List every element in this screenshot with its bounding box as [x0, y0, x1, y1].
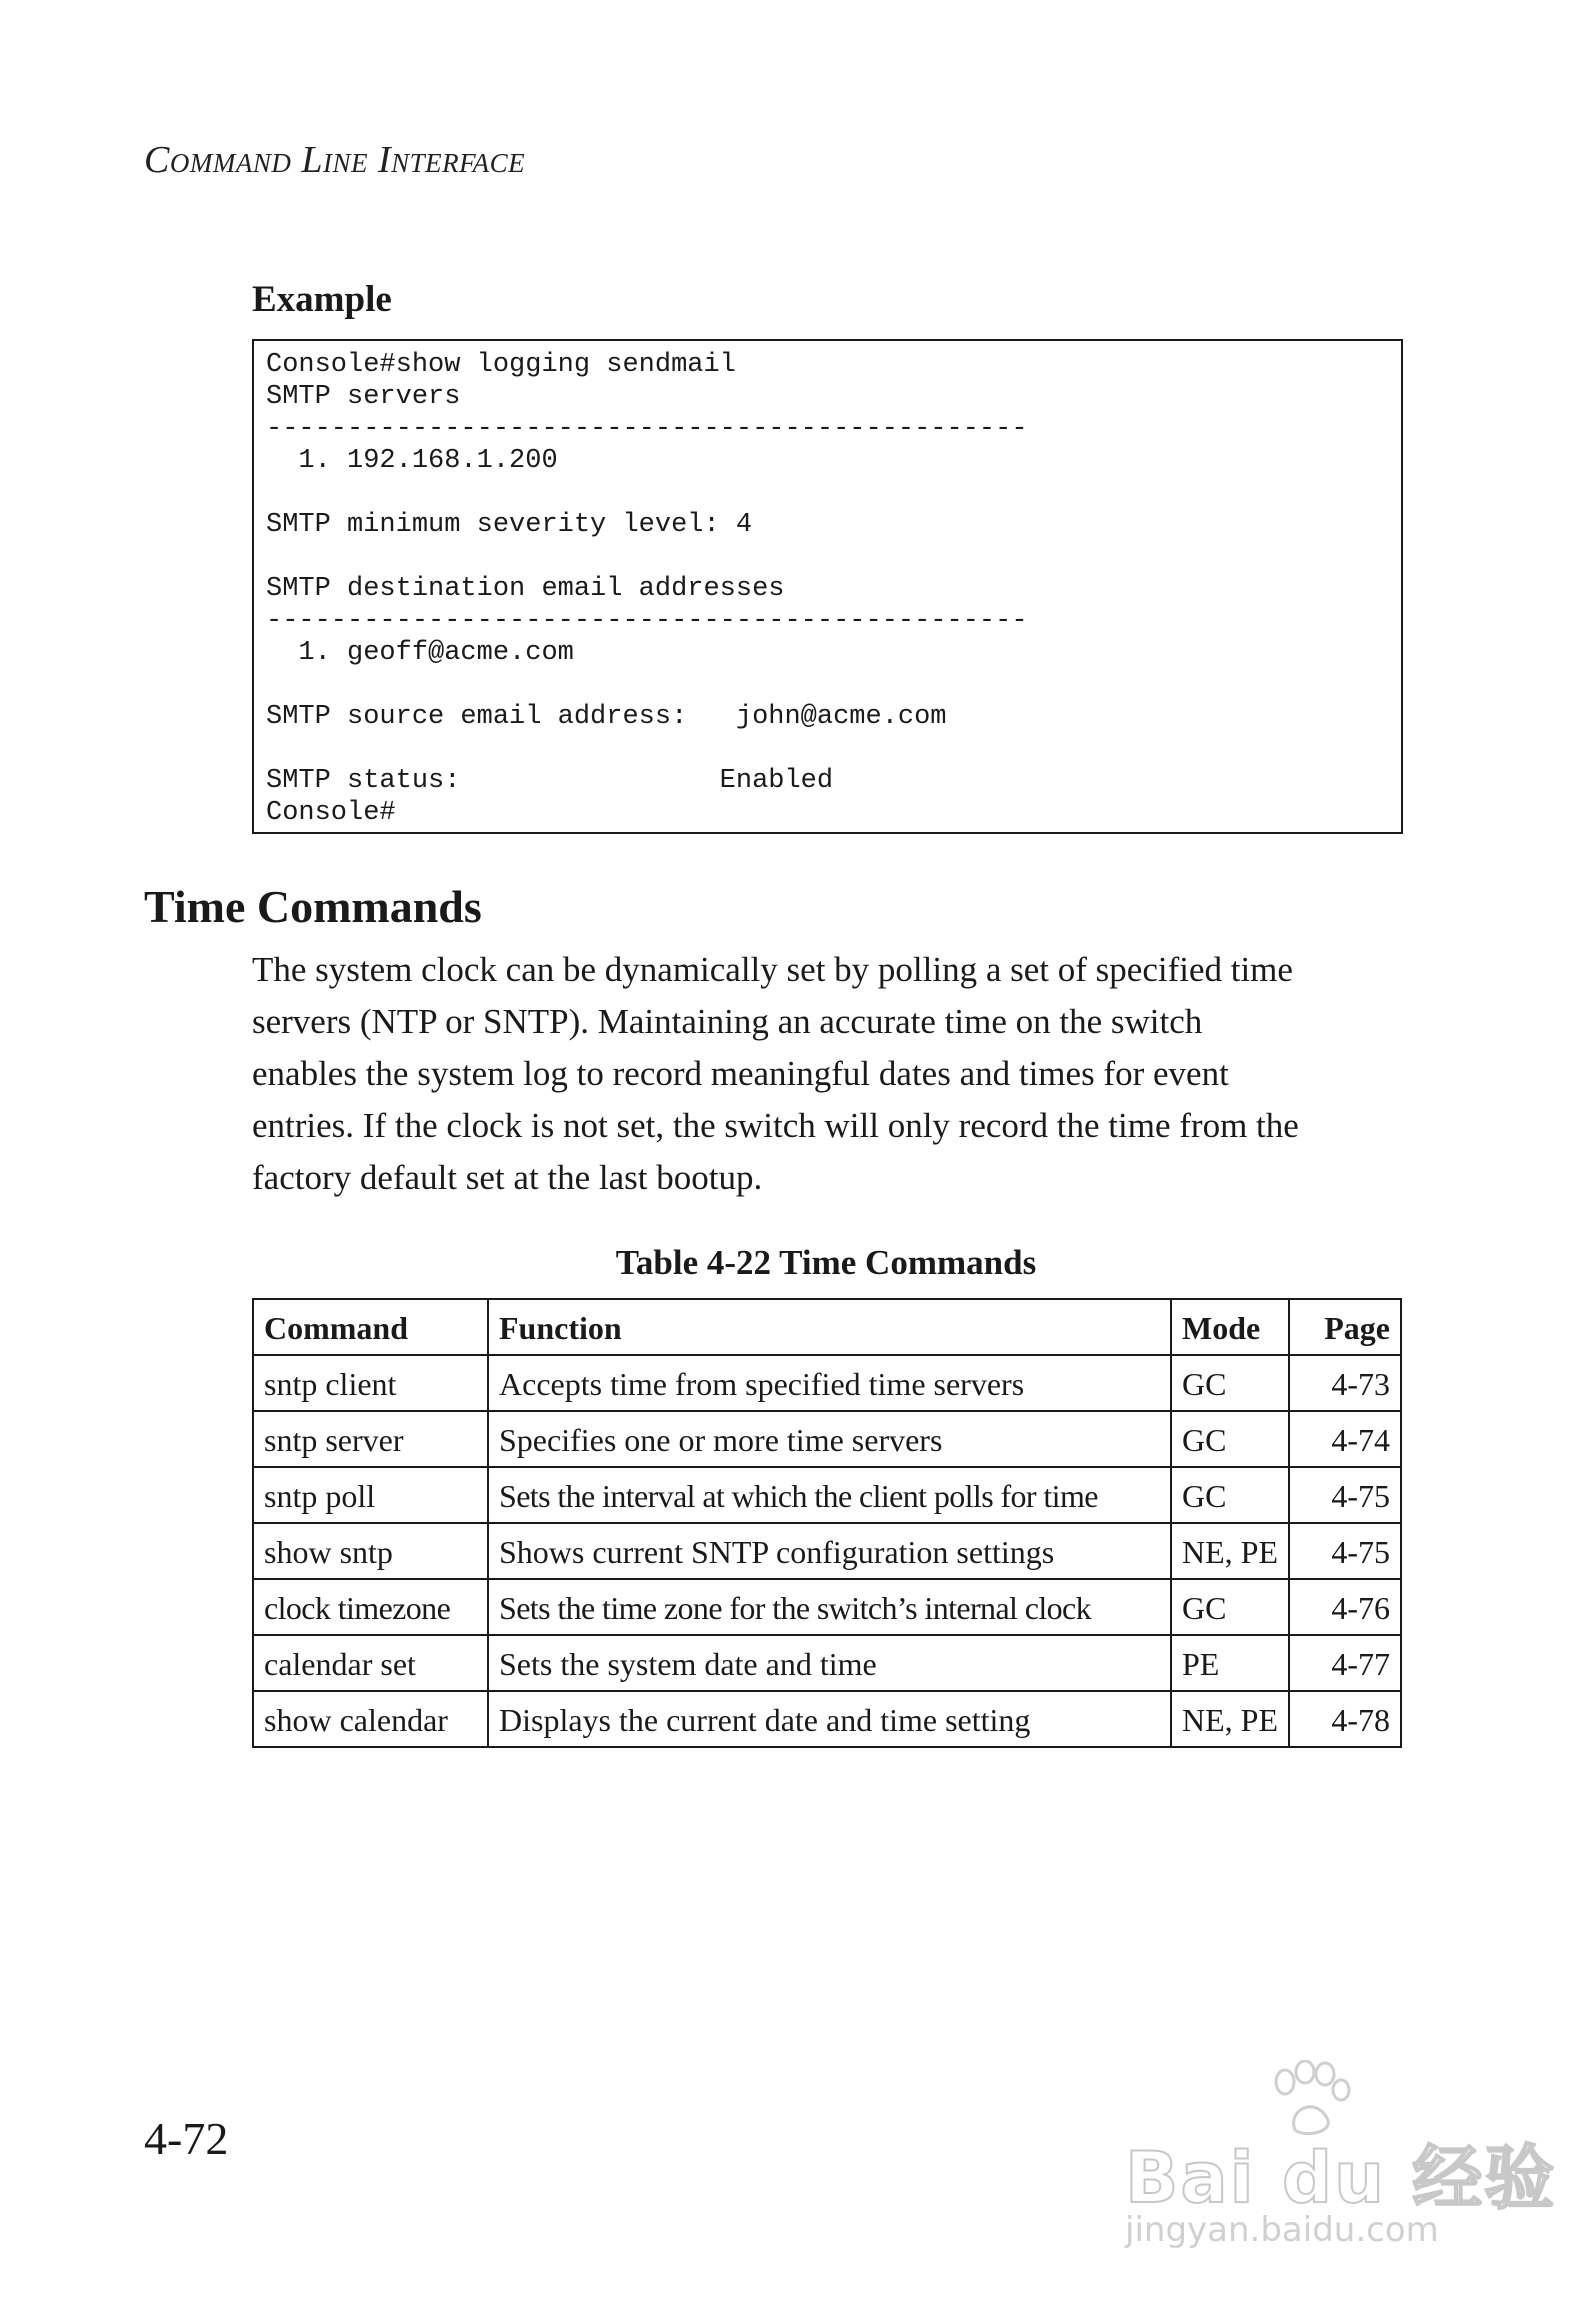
code-line: SMTP servers — [266, 382, 461, 412]
cell-page: 4-74 — [1289, 1411, 1401, 1467]
header-command: Command — [253, 1299, 488, 1355]
cell-page: 4-78 — [1289, 1691, 1401, 1747]
header-mode: Mode — [1171, 1299, 1289, 1355]
code-line — [266, 477, 1401, 509]
code-line: SMTP destination email addresses — [266, 574, 785, 604]
cell-function: Sets the system date and time — [488, 1635, 1171, 1691]
cell-page: 4-76 — [1289, 1579, 1401, 1635]
cell-page: 4-75 — [1289, 1523, 1401, 1579]
cell-function: Sets the time zone for the switch’s internal clock — [488, 1579, 1171, 1635]
code-line: ----------------------------------------------- — [266, 606, 1028, 636]
code-line: Console# — [266, 798, 396, 828]
code-line: 1. geoff@acme.com — [266, 638, 574, 668]
table-row — [253, 1523, 1401, 1579]
paragraph-line: entries. If the clock is not set, the switch will only record the time from the — [252, 1106, 1299, 1145]
watermark-brand: Bai du 经验 — [1125, 2137, 1557, 2219]
cell-command: sntp poll — [253, 1467, 488, 1523]
cell-mode: NE, PE — [1171, 1523, 1289, 1579]
table-row — [253, 1411, 1401, 1467]
baidu-watermark — [1115, 2060, 1557, 2260]
cell-mode: GC — [1171, 1579, 1289, 1635]
code-line — [266, 541, 1401, 573]
cell-command: sntp client — [253, 1355, 488, 1411]
code-line: 1. 192.168.1.200 — [266, 446, 558, 476]
cell-mode: GC — [1171, 1355, 1289, 1411]
cell-function: Sets the interval at which the client polls for time — [488, 1467, 1171, 1523]
code-line: SMTP status: Enabled — [266, 766, 834, 796]
cell-command: clock timezone — [253, 1579, 488, 1635]
cell-function: Shows current SNTP configuration settings — [488, 1523, 1171, 1579]
table-row — [253, 1635, 1401, 1691]
code-line: SMTP source email address: john@acme.com — [266, 702, 947, 732]
table-caption: Table 4-22 Time Commands — [615, 1243, 1037, 1282]
code-line: Console#show logging sendmail — [266, 350, 736, 380]
time-commands-table — [252, 1298, 1402, 1748]
code-line — [266, 733, 1401, 765]
header-function: Function — [488, 1299, 1171, 1355]
paragraph-line: factory default set at the last bootup. — [252, 1158, 763, 1197]
page-number: 4-72 — [144, 2113, 229, 2164]
code-example-box — [252, 339, 1403, 834]
cell-mode: PE — [1171, 1635, 1289, 1691]
cell-mode: GC — [1171, 1411, 1289, 1467]
cell-command: show calendar — [253, 1691, 488, 1747]
table-row — [253, 1467, 1401, 1523]
table-header-row — [253, 1299, 1401, 1355]
cell-function: Accepts time from specified time servers — [488, 1355, 1171, 1411]
cell-page: 4-77 — [1289, 1635, 1401, 1691]
cell-function: Displays the current date and time setting — [488, 1691, 1171, 1747]
table-row — [253, 1355, 1401, 1411]
cell-command: calendar set — [253, 1635, 488, 1691]
table-row — [253, 1691, 1401, 1747]
cell-page: 4-73 — [1289, 1355, 1401, 1411]
paragraph-line: servers (NTP or SNTP). Maintaining an accurate time on the switch — [252, 1002, 1203, 1041]
code-line: SMTP minimum severity level: 4 — [266, 510, 753, 540]
paragraph-line: The system clock can be dynamically set by polling a set of specified time — [252, 950, 1293, 989]
cell-mode: GC — [1171, 1467, 1289, 1523]
cell-mode: NE, PE — [1171, 1691, 1289, 1747]
paragraph-line: enables the system log to record meaningful dates and times for event — [252, 1054, 1229, 1093]
body-paragraph — [252, 944, 1412, 1204]
code-line — [266, 669, 1401, 701]
cell-page: 4-75 — [1289, 1467, 1401, 1523]
section-title: Time Commands — [144, 881, 482, 932]
cell-command: sntp server — [253, 1411, 488, 1467]
example-label: Example — [252, 279, 392, 320]
running-head: Command Line Interface — [144, 139, 526, 181]
cell-function: Specifies one or more time servers — [488, 1411, 1171, 1467]
code-line: ----------------------------------------------- — [266, 414, 1028, 444]
table-row — [253, 1579, 1401, 1635]
header-page: Page — [1289, 1299, 1401, 1355]
watermark-url: jingyan.baidu.com — [1125, 2210, 1439, 2250]
cell-command: show sntp — [253, 1523, 488, 1579]
